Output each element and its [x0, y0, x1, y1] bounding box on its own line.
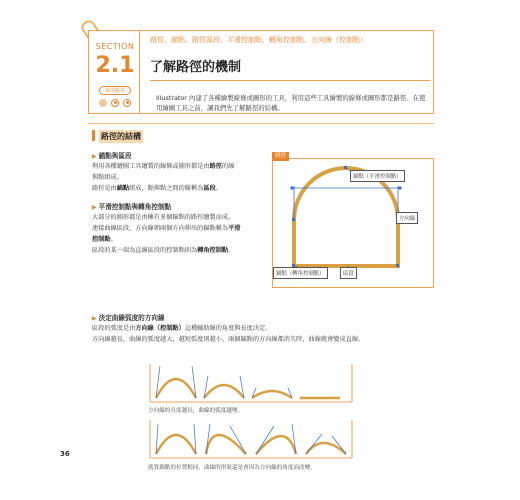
subheading-points: [92, 201, 171, 211]
heading-marker: [92, 130, 95, 141]
callout-corner-point: 錨點（轉角控制點）: [273, 267, 328, 279]
rating-dot-3: [123, 99, 131, 107]
subheading-anchors-label: 錨點與區段: [98, 152, 132, 160]
diagram-tag: 路徑: [272, 152, 289, 161]
direction-handle: [398, 186, 401, 189]
para-text: 。: [110, 236, 117, 243]
section-badge: [88, 30, 140, 114]
para-bold: 區段: [203, 185, 216, 192]
difficulty-label: 使用頻率: [99, 86, 131, 95]
subheading-points-label: 平滑控制點與轉角控制點: [98, 203, 172, 211]
curve-d: [306, 443, 346, 454]
section-word: SECTION: [95, 42, 135, 51]
para-text: 這種輔助線的角度與長度決定。: [184, 325, 272, 332]
triangle-icon: ▶: [92, 204, 97, 211]
paragraph-points: [92, 212, 270, 256]
title-divider: [150, 80, 430, 81]
curve-a: [156, 435, 196, 454]
subheading-direction: [92, 312, 165, 322]
para-text: 利用各種繪圖工具繪製的線條或圖形都是由: [92, 163, 210, 170]
para-text: 組成，點與點之間的線稱為: [129, 185, 204, 192]
para-text: 區段的某一端為直線區段的控制點則為: [92, 247, 198, 254]
header-divider: [88, 123, 434, 124]
anchor-point: [292, 218, 295, 221]
rating-dot-2: [111, 99, 119, 107]
direction-handle: [290, 186, 293, 189]
intro-text: Illustrator 內建了各種繪製線條或圖形的工具，利用這些工具繪製的線條或圖形都是路徑。在使用繪圖工具之前，讓我們先了解路徑的結構。: [156, 94, 426, 112]
path-shape: [294, 168, 398, 266]
paragraph-anchors: [92, 161, 272, 194]
curve-3: [252, 391, 292, 398]
caption-angle: 就算錨點的位置相同，曲線的形狀還是會因為方向線的角度而改變。: [148, 465, 316, 471]
para-text: 路徑是由: [92, 185, 117, 192]
curve-1: [156, 379, 196, 398]
para-bold: 路徑: [209, 163, 222, 170]
triangle-icon: ▶: [92, 153, 97, 160]
callout-direction-line: 方向線: [396, 212, 418, 224]
page-title: 了解路徑的機制: [150, 60, 242, 75]
para-line: 與點組成。: [92, 174, 123, 181]
para-bold: 控制點: [92, 236, 111, 243]
para-text: 連接曲線區段，方向線朝兩個方向伸出的錨點稱為: [92, 225, 229, 232]
para-line: 方向線越長，曲線的弧度越大，越短弧度則越小。兩個錨點的方向線都消失時，曲線就會變成直線。: [92, 336, 365, 343]
subheading-direction-label: 決定曲線弧度的方向線: [98, 314, 165, 322]
callout-segment: 區段: [340, 267, 357, 279]
para-text: 區段的弧度是由: [92, 325, 136, 332]
para-text: 的線: [221, 163, 235, 170]
paragraph-direction: [92, 323, 432, 345]
curve-angle-illustration: [146, 418, 356, 460]
curve-length-illustration: [146, 360, 356, 404]
para-text: 。: [215, 185, 222, 192]
para-text: 。: [228, 247, 235, 254]
section-heading: 路徑的結構: [101, 132, 141, 141]
curve-b: [206, 435, 246, 454]
para-bold: 錨點: [116, 185, 130, 192]
para-bold: 轉角控制點: [197, 247, 229, 254]
page-number: 36: [60, 450, 70, 458]
rating-dot-1: [99, 99, 107, 107]
para-bold: 方向線（控制點）: [135, 325, 185, 332]
triangle-icon: ▶: [92, 315, 97, 322]
para-bold: 平滑: [228, 225, 241, 232]
section-number: 2.1: [95, 53, 135, 78]
anchor-point: [396, 264, 399, 267]
caption-length: 方向線的長度越長，曲線的弧度越彎。: [148, 408, 244, 414]
subheading-anchors: [92, 150, 132, 160]
para-line: 大部分的圖形都是由擁有多個錨點的路徑繪製而成。: [92, 214, 235, 221]
curve-2: [204, 385, 244, 398]
callout-smooth-point: 錨點（平滑控制點）: [350, 170, 405, 182]
section-tagline: 路徑、錨點、路徑區段、平滑控制點、轉角控制點、方向線（控制點）: [150, 36, 367, 44]
